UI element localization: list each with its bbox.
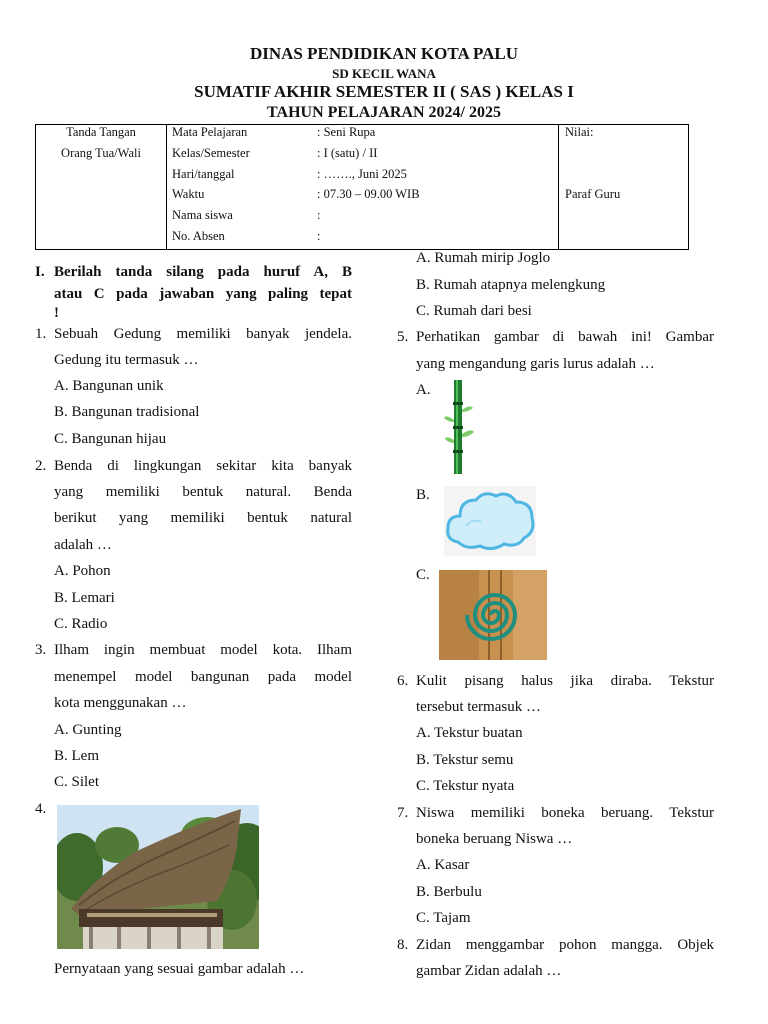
field-value: : 07.30 – 09.00 WIB	[317, 187, 420, 201]
question-text: boneka beruang Niswa …	[416, 831, 573, 847]
header-school: SD KECIL WANA	[332, 66, 436, 81]
mosquito-coil-image	[439, 570, 547, 660]
question-text: gambar Zidan adalah …	[416, 963, 562, 979]
answer-option[interactable]: A. Kasar	[416, 857, 470, 873]
answer-option[interactable]: A. Gunting	[54, 722, 122, 738]
field-label: Waktu	[172, 187, 205, 201]
header-agency: DINAS PENDIDIKAN KOTA PALU	[249, 44, 519, 63]
field-label: Kelas/Semester	[172, 146, 250, 160]
field-label: Nama siswa	[172, 208, 233, 222]
field-label: No. Absen	[172, 229, 225, 243]
question-number: 4.	[35, 801, 47, 817]
question-number: 6.	[397, 673, 409, 689]
field-value: : Seni Rupa	[317, 125, 376, 139]
question-text: Kulit pisang halus jika diraba. Tekstur	[416, 673, 714, 689]
field-label: Hari/tanggal	[172, 167, 235, 181]
answer-option[interactable]: B. Bangunan tradisional	[54, 404, 200, 420]
answer-option[interactable]: B. Rumah atapnya melengkung	[416, 277, 606, 293]
answer-option[interactable]: A.	[416, 382, 431, 398]
score-label: Nilai:	[565, 125, 594, 139]
teacher-initial-label: Paraf Guru	[565, 187, 621, 201]
answer-option[interactable]: B. Berbulu	[416, 884, 482, 900]
header-academic-year: TAHUN PELAJARAN 2024/ 2025	[267, 104, 501, 121]
instruction-marker: I.	[35, 264, 45, 280]
answer-option[interactable]: A. Rumah mirip Joglo	[416, 250, 551, 266]
question-number: 8.	[397, 937, 409, 953]
answer-option[interactable]: C.	[416, 567, 430, 583]
signature-label: Tanda Tangan	[66, 125, 136, 139]
question-text: adalah …	[54, 537, 112, 553]
field-value: :	[317, 208, 321, 222]
question-text: berikut yang memiliki bentuk natural	[54, 510, 352, 526]
instruction-line: !	[54, 305, 59, 321]
question-text: tersebut termasuk …	[416, 699, 541, 715]
answer-option[interactable]: C. Radio	[54, 616, 108, 632]
question-text: yang mengandung garis lurus adalah …	[416, 356, 655, 372]
answer-option[interactable]: B. Tekstur semu	[416, 752, 514, 768]
question-number: 7.	[397, 805, 409, 821]
field-value: : ……., Juni 2025	[317, 167, 407, 181]
question-number: 2.	[35, 458, 47, 474]
answer-option[interactable]: C. Silet	[54, 774, 100, 790]
answer-option[interactable]: C. Tekstur nyata	[416, 778, 515, 794]
field-label: Mata Pelajaran	[172, 125, 248, 139]
question-text: Niswa memiliki boneka beruang. Tekstur	[416, 805, 714, 821]
question-text: menempel model bangunan pada model	[54, 669, 352, 685]
field-value: :	[317, 229, 321, 243]
answer-option[interactable]: B.	[416, 487, 430, 503]
cloud-image	[444, 486, 536, 556]
field-value: : I (satu) / II	[317, 146, 378, 160]
question-number: 5.	[397, 329, 409, 345]
answer-option[interactable]: B. Lemari	[54, 590, 115, 606]
instruction-line: Berilah tanda silang pada huruf A, B	[54, 264, 352, 280]
answer-option[interactable]: A. Bangunan unik	[54, 378, 164, 394]
question-text: kota menggunakan …	[54, 695, 187, 711]
answer-option[interactable]: B. Lem	[54, 748, 99, 764]
question-text: Perhatikan gambar di bawah ini! Gambar	[416, 329, 714, 345]
traditional-house-image	[57, 805, 259, 949]
answer-option[interactable]: C. Tajam	[416, 910, 471, 926]
question-number: 1.	[35, 326, 47, 342]
question-text: Ilham ingin membuat model kota. Ilham	[54, 642, 352, 658]
answer-option[interactable]: A. Pohon	[54, 563, 111, 579]
instruction-line: atau C pada jawaban yang paling tepat	[54, 286, 352, 302]
bamboo-image	[444, 380, 474, 474]
answer-option[interactable]: A. Tekstur buatan	[416, 725, 523, 741]
question-text: Pernyataan yang sesuai gambar adalah …	[54, 961, 305, 977]
question-number: 3.	[35, 642, 47, 658]
question-text: Sebuah Gedung memiliki banyak jendela.	[54, 326, 352, 342]
question-text: Benda di lingkungan sekitar kita banyak	[54, 458, 352, 474]
signature-label: Orang Tua/Wali	[61, 146, 141, 160]
right-column	[384, 0, 768, 1024]
header-exam-title: SUMATIF AKHIR SEMESTER II ( SAS ) KELAS I	[194, 82, 574, 101]
question-text: Gedung itu termasuk …	[54, 352, 199, 368]
answer-option[interactable]: C. Bangunan hijau	[54, 431, 167, 447]
question-text: yang memiliki bentuk natural. Benda	[54, 484, 352, 500]
answer-option[interactable]: C. Rumah dari besi	[416, 303, 532, 319]
question-text: Zidan menggambar pohon mangga. Objek	[416, 937, 714, 953]
